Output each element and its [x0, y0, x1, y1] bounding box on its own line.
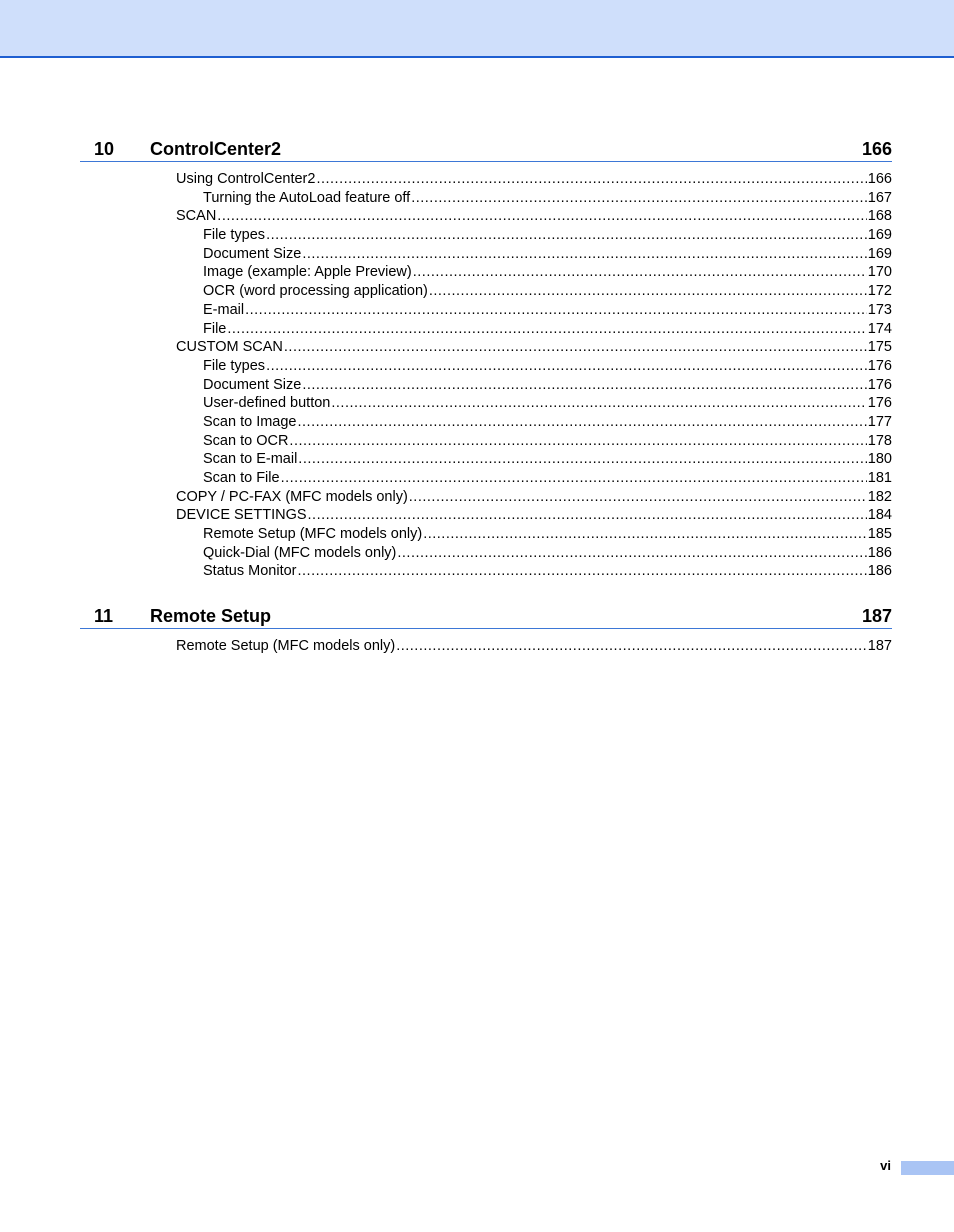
toc-entry[interactable] — [176, 301, 892, 320]
dot-leader — [227, 320, 866, 339]
toc-entry-page: 173 — [867, 301, 892, 318]
dot-leader — [411, 189, 867, 208]
chapter-number: 11 — [94, 606, 114, 626]
dot-leader — [266, 226, 867, 245]
toc-entry-page: 181 — [867, 470, 892, 486]
toc-entry-page: 177 — [867, 413, 892, 430]
chapter-page: 166 — [861, 139, 892, 159]
dot-leader — [281, 469, 867, 488]
toc-entry-label: Status Monitor — [203, 563, 297, 580]
dot-leader — [284, 338, 867, 357]
chapter-heading[interactable] — [80, 131, 892, 162]
toc-entry-page: 169 — [867, 245, 892, 262]
toc-entry[interactable] — [176, 357, 892, 376]
toc-entry-label: Using ControlCenter2 — [176, 171, 316, 187]
toc-entry-page: 176 — [867, 357, 892, 374]
chapter-number: 10 — [94, 139, 115, 159]
toc-entry-label: File types — [203, 227, 266, 244]
toc-entry-label: Quick-Dial (MFC models only) — [203, 544, 397, 561]
toc-entry-label: Scan to Image — [203, 413, 297, 430]
toc-entry-label: SCAN — [176, 208, 217, 225]
toc-entry-label: Scan to E-mail — [203, 451, 298, 468]
dot-leader — [266, 357, 867, 376]
toc-entry-page: 174 — [867, 320, 892, 337]
toc-entry[interactable] — [176, 469, 892, 488]
toc-entry-page: 166 — [867, 171, 892, 187]
toc-entry[interactable] — [176, 170, 892, 189]
dot-leader — [429, 282, 867, 301]
toc-entry[interactable] — [176, 263, 892, 282]
toc-entry-label: OCR (word processing application) — [203, 283, 428, 300]
toc-entry[interactable] — [176, 544, 892, 563]
toc-entry-label: E-mail — [203, 301, 245, 318]
toc-entry-page: 175 — [867, 339, 892, 356]
toc-entry-page: 170 — [867, 264, 892, 281]
toc-entry[interactable] — [176, 207, 892, 226]
toc-entry-label: Scan to File — [203, 470, 280, 486]
toc-entry-page: 176 — [867, 376, 892, 393]
dot-leader — [302, 245, 866, 264]
toc-entry-label: Document Size — [203, 376, 302, 393]
toc-entry[interactable] — [176, 189, 892, 208]
toc-entry[interactable] — [176, 506, 892, 525]
toc-entry[interactable] — [176, 226, 892, 245]
toc-entry-page: 184 — [867, 507, 892, 524]
dot-leader — [397, 544, 866, 563]
toc-entry-page: 168 — [867, 208, 892, 225]
toc-entry-page: 172 — [867, 283, 892, 300]
toc-entry[interactable] — [176, 320, 892, 339]
toc-entry-label: Turning the AutoLoad feature off — [203, 189, 411, 206]
dot-leader — [245, 301, 867, 320]
toc-entry-page: 178 — [867, 432, 892, 449]
toc-entry-page: 185 — [867, 526, 892, 543]
toc-entry[interactable] — [176, 450, 892, 469]
dot-leader — [298, 450, 867, 469]
toc-entry-label: DEVICE SETTINGS — [176, 507, 307, 524]
chapter-heading[interactable] — [80, 598, 892, 629]
toc-entry[interactable] — [176, 525, 892, 544]
toc-entry-label: Remote Setup (MFC models only) — [176, 638, 396, 654]
dot-leader — [308, 506, 867, 525]
toc-entry[interactable] — [176, 562, 892, 581]
dot-leader — [298, 562, 867, 581]
toc-entry[interactable] — [176, 637, 892, 656]
footer-tab — [901, 1161, 954, 1175]
toc-entry-label: Image (example: Apple Preview) — [203, 264, 412, 281]
toc-entry-label: File types — [203, 357, 266, 374]
toc-entry-label: File — [203, 320, 227, 337]
toc-entry-label: User-defined button — [203, 395, 331, 412]
toc-entry-page: 186 — [867, 544, 892, 561]
chapter-title: ControlCenter2 — [150, 139, 282, 159]
dot-leader — [409, 488, 867, 507]
dot-leader — [217, 207, 867, 226]
header-band — [0, 0, 954, 58]
toc-entry-page: 176 — [867, 395, 892, 412]
toc-entry-label: COPY / PC-FAX (MFC models only) — [176, 488, 408, 505]
toc-entry[interactable] — [176, 338, 892, 357]
dot-leader — [289, 432, 866, 451]
dot-leader — [331, 394, 866, 413]
dot-leader — [413, 263, 867, 282]
page-number: vi — [880, 1158, 891, 1173]
toc-entry[interactable] — [176, 394, 892, 413]
toc-entry-page: 180 — [867, 451, 892, 468]
toc-entry-label: Scan to OCR — [203, 432, 289, 449]
toc-entry-label: CUSTOM SCAN — [176, 339, 283, 356]
dot-leader — [396, 637, 867, 656]
toc-entry-label: Document Size — [203, 245, 302, 262]
toc-entry-page: 169 — [867, 227, 892, 244]
dot-leader — [298, 413, 867, 432]
toc-list — [176, 170, 892, 581]
toc-entry[interactable] — [176, 432, 892, 451]
toc-entry-page: 186 — [867, 563, 892, 580]
dot-leader — [302, 376, 866, 395]
toc-entry[interactable] — [176, 245, 892, 264]
toc-entry[interactable] — [176, 376, 892, 395]
chapter-title: Remote Setup — [150, 606, 272, 626]
toc-entry[interactable] — [176, 488, 892, 507]
chapter-page: 187 — [861, 606, 892, 626]
toc-entry-page: 167 — [867, 189, 892, 206]
toc-entry-page: 182 — [867, 488, 892, 505]
toc-entry[interactable] — [176, 282, 892, 301]
toc-entry[interactable] — [176, 413, 892, 432]
dot-leader — [316, 170, 866, 189]
dot-leader — [423, 525, 867, 544]
toc-entry-label: Remote Setup (MFC models only) — [203, 526, 423, 543]
toc-list — [176, 637, 892, 656]
toc-entry-page: 187 — [867, 638, 892, 654]
